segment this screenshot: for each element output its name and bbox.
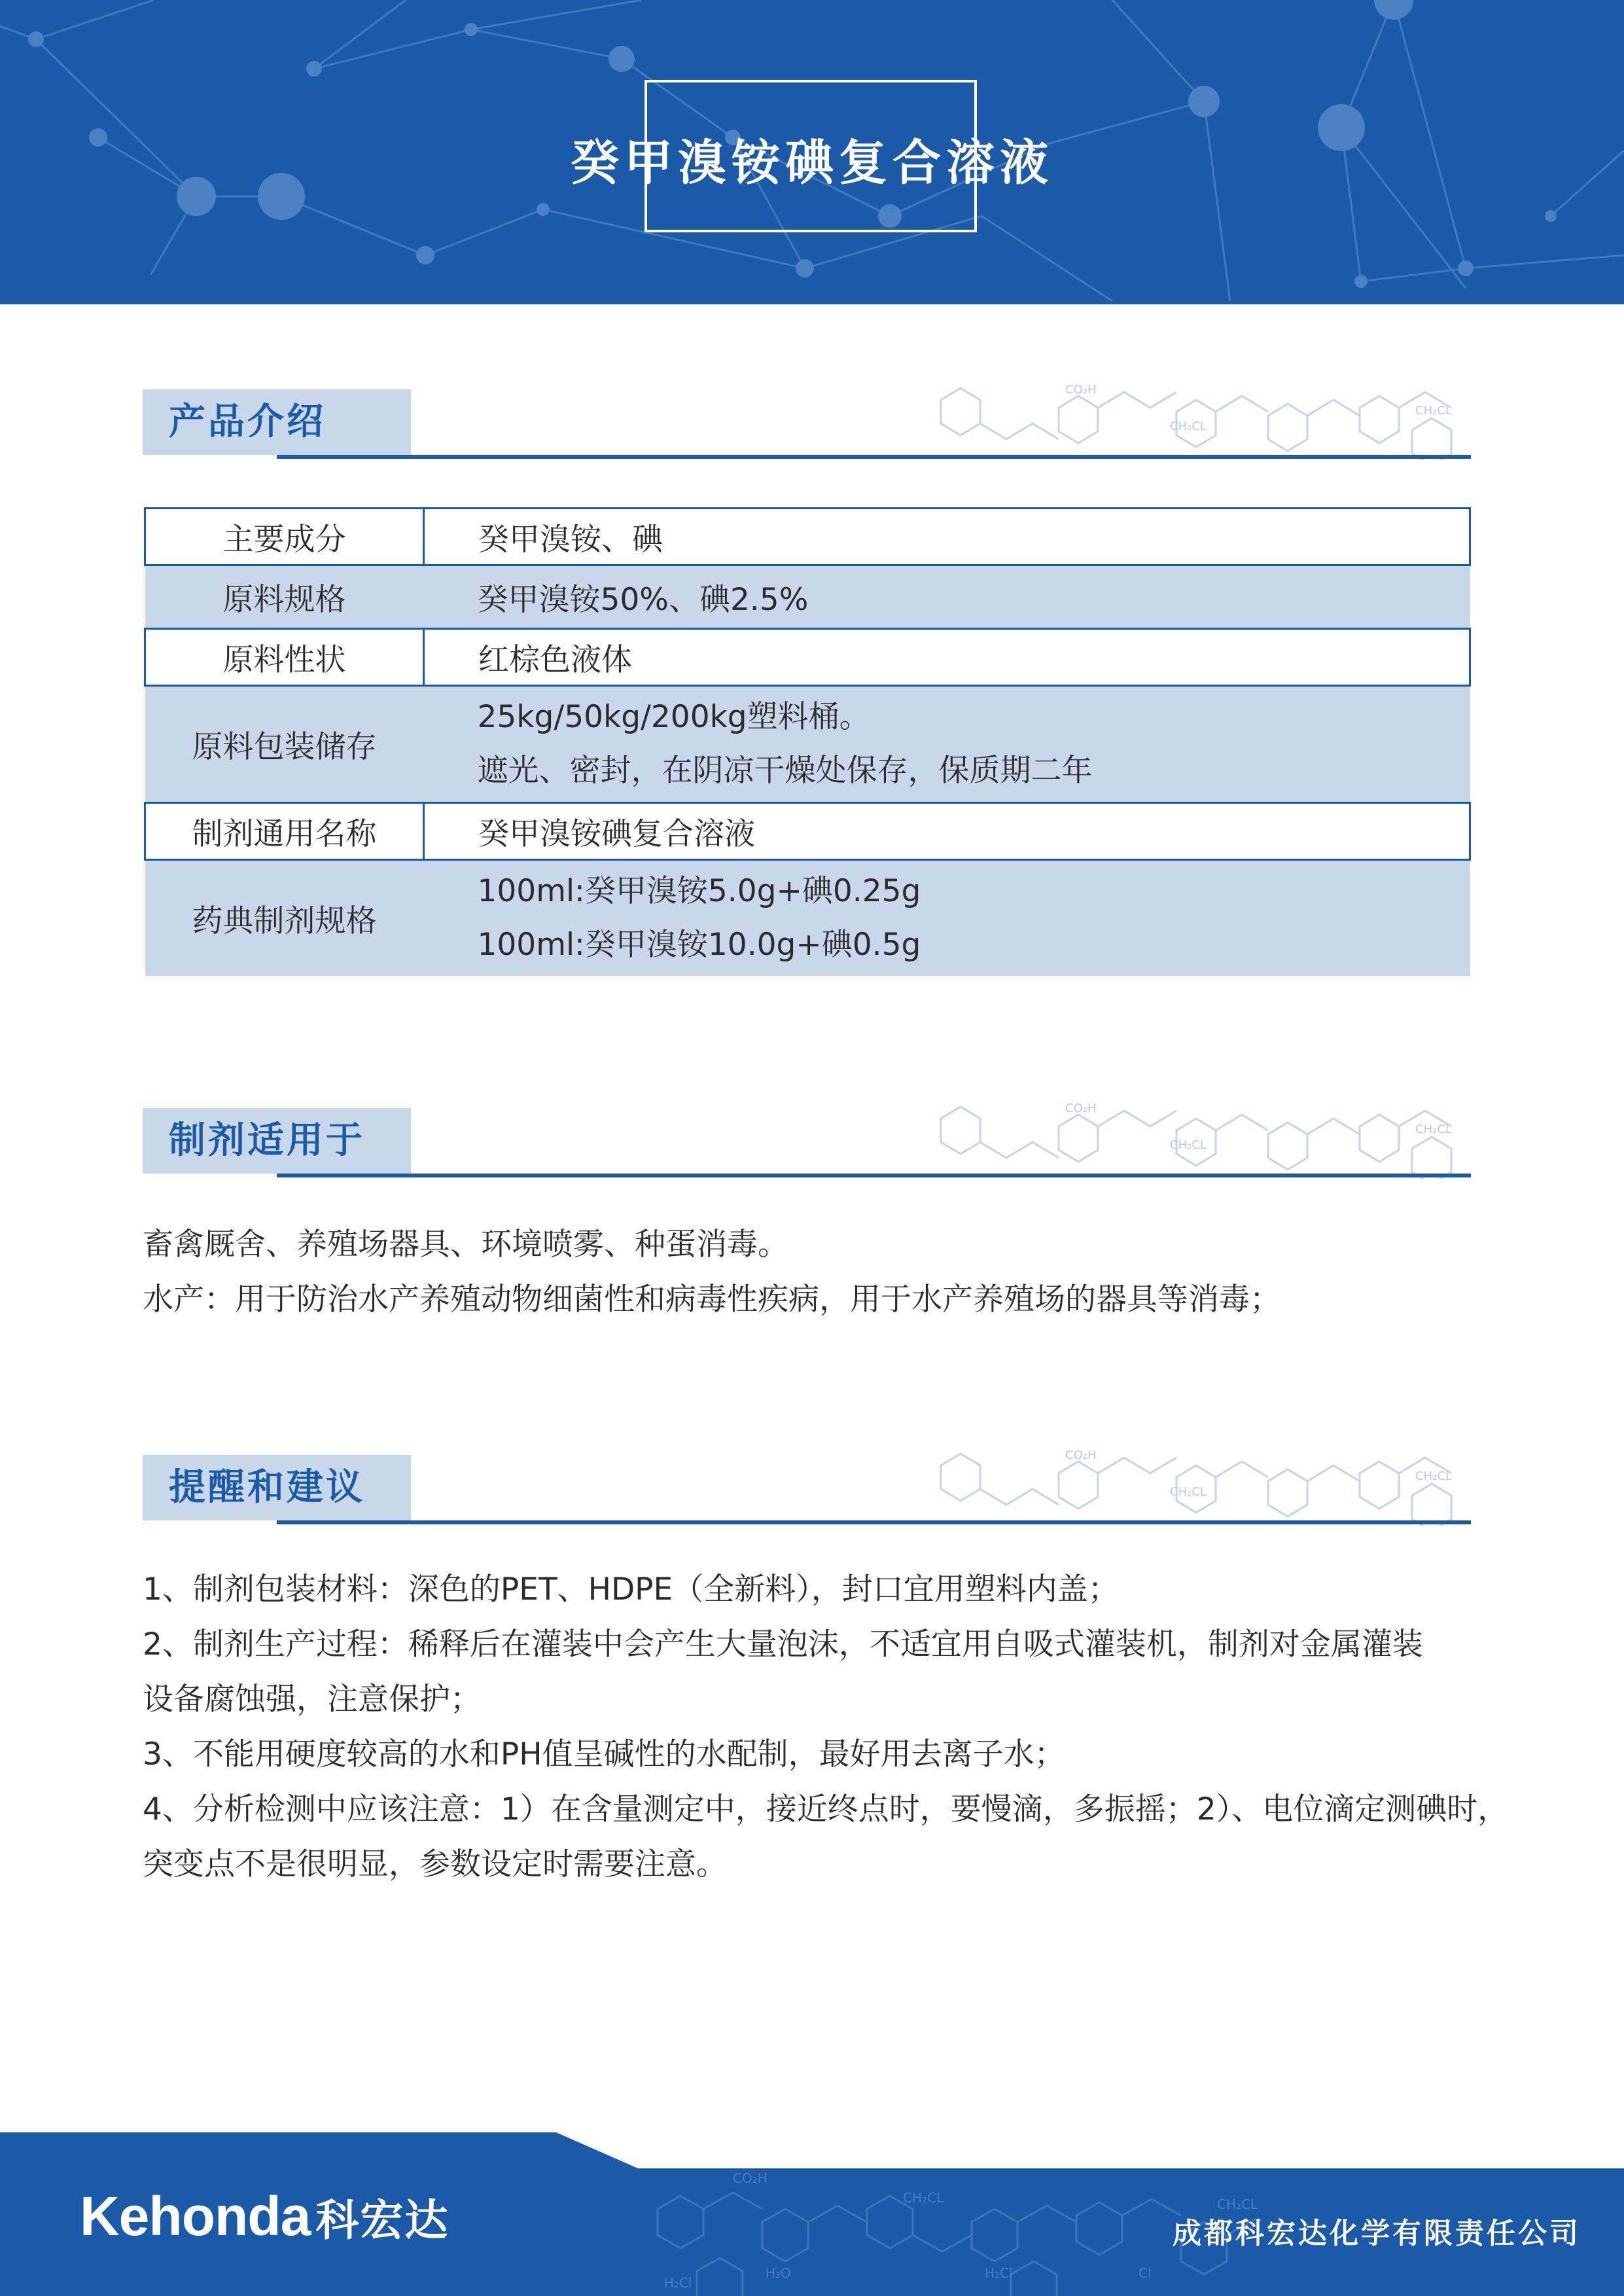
molecule-label: CO₂H (1065, 1102, 1097, 1115)
table-value (424, 860, 1470, 977)
tips-line: 2、制剂生产过程：稀释后在灌装中会产生大量泡沫，不适宜用自吸式灌装机，制剂对金属灌装 (143, 1626, 1423, 1662)
molecule-label: CH₂CL (1170, 420, 1207, 433)
table-row (145, 565, 1470, 629)
molecule-decoration (934, 1100, 1471, 1179)
table-key: 主要成分 (145, 509, 424, 565)
footer-molecule-label: H₂Cl (664, 2275, 692, 2291)
molecule-label: CH₂CL (1415, 1122, 1452, 1136)
table-key: 原料性状 (145, 629, 424, 686)
molecule-label: CH₂CL (1170, 1138, 1207, 1152)
logo-chinese: 科宏达 (315, 2196, 450, 2244)
usage-line: 水产：用于防治水产养殖动物细菌性和病毒性疾病，用于水产养殖场的器具等消毒； (143, 1282, 1280, 1318)
company-name: 成都科宏达化学有限责任公司 (1173, 2217, 1581, 2250)
table-row (145, 803, 1470, 860)
tips-line: 1、制剂包装材料：深色的PET、HDPE（全新料），封口宜用塑料内盖； (143, 1571, 1119, 1607)
footer-molecule-label: CH₂CL (1217, 2197, 1258, 2212)
section-divider (277, 455, 1471, 459)
company-logo (80, 2185, 449, 2248)
molecule-label: CO₂H (1065, 1448, 1097, 1462)
tips-line: 突变点不是很明显，参数设定时需要注意。 (143, 1846, 727, 1882)
page-title: 癸甲溴铵碘复合溶液 (571, 135, 1053, 191)
table-key: 原料规格 (145, 565, 424, 629)
table-value-line: 100ml:癸甲溴铵10.0g+碘0.5g (477, 927, 921, 963)
header-banner (0, 0, 1624, 304)
tips-line: 3、不能用硬度较高的水和PH值呈碱性的水配制，最好用去离子水； (143, 1736, 1065, 1772)
section-heading-tips (143, 1448, 1471, 1527)
spec-table (144, 507, 1471, 976)
section-title-usage: 制剂适用于 (169, 1119, 365, 1162)
molecule-decoration (934, 382, 1471, 460)
table-value-line: 100ml:癸甲溴铵5.0g+碘0.25g (477, 873, 921, 909)
table-key: 制剂通用名称 (145, 803, 424, 860)
table-value (424, 686, 1470, 803)
usage-text (143, 1217, 1280, 1327)
table-row (145, 686, 1470, 803)
table-value: 癸甲溴铵碘复合溶液 (424, 803, 1470, 860)
tips-line: 4、分析检测中应该注意：1）在含量测定中，接近终点时，要慢滴，多振摇；2）、电位滴定测碘时， (143, 1791, 1509, 1827)
table-row (145, 860, 1470, 977)
section-title-tips: 提醒和建议 (169, 1466, 365, 1509)
table-row (145, 629, 1470, 686)
molecule-label: CO₂H (1065, 383, 1097, 397)
footer-molecule-label: H₂O (766, 2265, 791, 2281)
section-divider (277, 1520, 1471, 1524)
section-heading-intro (143, 383, 1471, 461)
table-value-line: 遮光、密封，在阴凉干燥处保存，保质期二年 (477, 753, 1093, 789)
usage-line: 畜禽厩舍、养殖场器具、环境喷雾、种蛋消毒。 (143, 1227, 788, 1263)
footer-molecule-label: CH₂CL (903, 2190, 944, 2206)
table-row (145, 509, 1470, 565)
tips-line: 设备腐蚀强，注意保护； (143, 1681, 481, 1717)
molecule-label: CH₂CL (1170, 1485, 1207, 1499)
tips-text (143, 1562, 1508, 1892)
molecule-label: CH₂CL (1415, 404, 1452, 418)
molecule-decoration (934, 1447, 1471, 1526)
table-value: 癸甲溴铵、碘 (424, 509, 1470, 565)
section-title-intro: 产品介绍 (169, 401, 326, 443)
molecule-label: CH₂CL (1415, 1469, 1452, 1483)
table-value-line: 25kg/50kg/200kg塑料桶。 (477, 699, 870, 735)
table-key: 原料包装储存 (145, 686, 424, 803)
footer-molecule-label: Cl (1139, 2265, 1152, 2281)
footer-molecule-label: CO₂H (733, 2170, 768, 2186)
table-key: 药典制剂规格 (145, 860, 424, 977)
section-heading-usage (143, 1102, 1471, 1180)
logo-latin: Kehonda (80, 2185, 311, 2247)
footer-molecule-label: H₂Cl (985, 2265, 1013, 2281)
table-value: 红棕色液体 (424, 629, 1470, 686)
table-value: 癸甲溴铵50%、碘2.5% (424, 565, 1470, 629)
section-divider (277, 1174, 1471, 1177)
